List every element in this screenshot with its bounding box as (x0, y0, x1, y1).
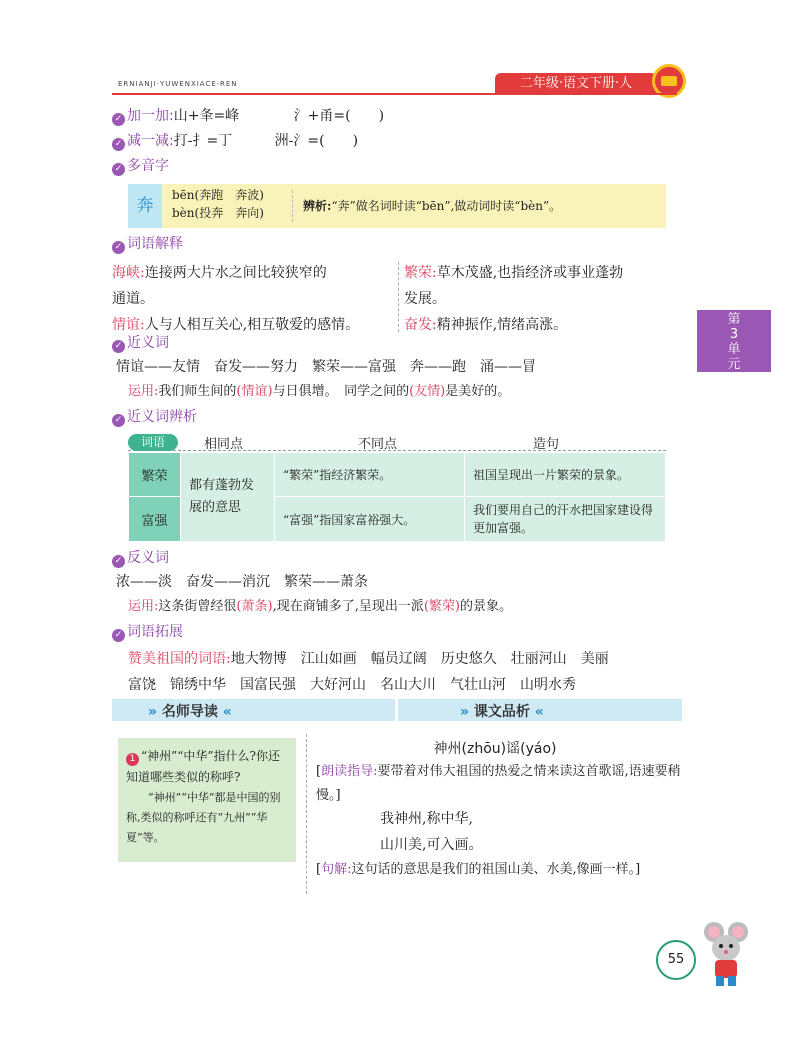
expand-line2: 富饶 锦绣中华 国富民强 大好河山 名山大川 气壮山河 山明水秀 (128, 677, 576, 693)
sub-row (112, 131, 358, 151)
poem-read-guide: [朗读指导:要带着对伟大祖国的热爱之情来读这首歌谣,语速要稍慢。] (316, 764, 681, 803)
term-fenfa: 奋发: (404, 317, 437, 333)
expand-words (128, 646, 609, 698)
reading-1: bēn(奔跑 奔波) (172, 188, 264, 202)
add-label: 加一加: (127, 108, 174, 124)
synonyms-title: 近义词 (127, 335, 169, 351)
col-word: 词语 (128, 434, 178, 451)
diff-fanrong: “繁荣”指经济繁荣。 (275, 453, 465, 497)
polyphone-analysis (303, 197, 561, 215)
syn-table-header (128, 433, 666, 451)
poem-title: 神州(zhōu)谣(yáo) (433, 741, 557, 757)
def-haixia-1: 连接两大片水之间比较狭窄的 (144, 265, 327, 281)
usage-c: ,现在商铺多了,呈现出一派 (272, 599, 424, 614)
sent-label: 句解: (321, 862, 352, 877)
synonyms-usage (128, 382, 510, 402)
guide-num: 1 (126, 753, 139, 766)
col-same: 相同点 (204, 437, 244, 452)
expand-heading (112, 622, 183, 642)
mouse-mascot-icon (702, 920, 750, 990)
unit-tab-1: 第 (727, 312, 741, 327)
header-rule (112, 93, 677, 95)
sent-fanrong: 祖国呈现出一片繁荣的景象。 (465, 453, 666, 497)
add-row (112, 106, 384, 126)
expand-label: 赞美祖国的词语: (128, 651, 231, 667)
explain-right (404, 260, 623, 338)
polyphone-char: 奔 (128, 184, 162, 228)
def-qingyi: 人与人相互关心,相互敬爱的感情。 (144, 317, 360, 333)
col-sent: 造句 (533, 437, 560, 452)
unit-tab-2: 3 (729, 327, 739, 342)
unit-tab (697, 310, 771, 372)
word-fanrong: 繁荣 (129, 453, 181, 497)
expand-title: 词语拓展 (127, 624, 183, 640)
reading-2: bèn(投奔 奔向) (172, 206, 264, 220)
polyphone-heading (112, 156, 169, 176)
read-text: 要带着对伟大祖国的热爱之情来读这首歌谣,语速要稍慢。 (316, 764, 681, 803)
sent-fuqiang: 我们要用自己的汗水把国家建设得更加富强。 (465, 497, 666, 542)
antonyms-usage (128, 597, 512, 617)
usage-e: 的景象。 (459, 599, 512, 614)
check-icon: ✓ (112, 241, 125, 254)
poem-line2: 山川美,可入画。 (380, 837, 483, 853)
header-pinyin: ERNIANJI·YUWENXIACE·REN (118, 80, 238, 88)
syn-analysis-heading (112, 407, 197, 427)
chevron-right-icon: » (148, 704, 158, 720)
usage-b: (萧条) (236, 599, 273, 614)
def-haixia-2: 通道。 (112, 291, 154, 307)
antonyms-list: 浓——淡 奋发——消沉 繁荣——萧条 (116, 574, 368, 590)
add-expr2: 氵+甬=( ) (293, 108, 385, 124)
banner-right-text: 课文品析 (473, 704, 530, 720)
banner-right-label (460, 701, 544, 721)
def-fenfa: 精神振作,情绪高涨。 (436, 317, 568, 333)
word-fuqiang: 富强 (129, 497, 181, 542)
polyphone-title: 多音字 (127, 158, 169, 174)
usage-d: (友情) (409, 384, 446, 399)
banner-left-label (148, 701, 232, 721)
expand-line1: 地大物博 江山如画 幅员辽阔 历史悠久 壮丽河山 美丽 (230, 651, 609, 667)
chevron-left-icon: « (534, 704, 544, 720)
def-fanrong-1: 草木茂盛,也指经济或事业蓬勃 (436, 265, 624, 281)
usage-d: (繁荣) (423, 599, 460, 614)
antonyms-heading (112, 548, 169, 568)
check-icon: ✓ (112, 414, 125, 427)
guide-answer: “神州”“中华”都是中国的别称,类似的称呼还有“九州”“华夏”等。 (126, 791, 281, 844)
usage-label: 运用: (128, 384, 159, 399)
usage-label: 运用: (128, 599, 159, 614)
guide-note (118, 738, 296, 862)
usage-c: 与日俱增。 同学之间的 (272, 384, 410, 399)
check-icon: ✓ (112, 629, 125, 642)
poem-lines (380, 806, 482, 858)
page-number: 55 (656, 940, 696, 980)
poem-sentence: [句解:这句话的意思是我们的祖国山美、水美,像画一样。] (316, 862, 641, 877)
same-point: 都有蓬勃发展的意思 (181, 453, 275, 542)
check-icon: ✓ (112, 138, 125, 151)
guide-divider (306, 734, 307, 894)
sub-label: 减一减: (127, 133, 174, 149)
check-icon: ✓ (112, 163, 125, 176)
analysis-text: “奔”做名词时读“bēn”,做动词时读“bèn”。 (331, 199, 562, 213)
poem-line1: 我神州,称中华, (380, 811, 473, 827)
check-icon: ✓ (112, 340, 125, 353)
add-expr1: 山+夆=峰 (173, 108, 240, 124)
sub-expr1: 打-扌=丁 (173, 133, 233, 149)
chevron-left-icon: « (222, 704, 232, 720)
term-qingyi: 情谊: (112, 317, 145, 333)
diff-fuqiang: “富强”指国家富裕强大。 (275, 497, 465, 542)
chevron-right-icon: » (460, 704, 470, 720)
banner-left-text: 名师导读 (161, 704, 218, 720)
syn-analysis-title: 近义词辨析 (127, 409, 197, 425)
check-icon: ✓ (112, 113, 125, 126)
book-title: 二年级·语文下册·人 (495, 73, 657, 95)
polyphone-readings (172, 186, 264, 222)
usage-a: 这条街曾经很 (158, 599, 237, 614)
unit-tab-3: 单 (727, 342, 741, 357)
unit-tab-4: 元 (727, 357, 741, 372)
sent-text: 这句话的意思是我们的祖国山美、水美,像画一样。 (351, 862, 636, 877)
guide-question: “神州”“中华”指什么?你还知道哪些类似的称呼? (126, 749, 280, 784)
term-haixia: 海峡: (112, 265, 145, 281)
explain-divider (398, 262, 399, 332)
check-icon: ✓ (112, 555, 125, 568)
explain-heading (112, 234, 183, 254)
polyphone-divider (292, 190, 293, 222)
usage-e: 是美好的。 (445, 384, 511, 399)
explain-title: 词语解释 (127, 236, 183, 252)
synonyms-list: 情谊——友情 奋发——努力 繁荣——富强 奔——跑 涌——冒 (116, 359, 536, 375)
synonyms-heading (112, 333, 169, 353)
usage-b: (情谊) (236, 384, 273, 399)
def-fanrong-2: 发展。 (404, 291, 446, 307)
col-diff: 不同点 (358, 437, 398, 452)
usage-a: 我们师生间的 (158, 384, 237, 399)
antonyms-title: 反义词 (127, 550, 169, 566)
explain-left (112, 260, 359, 338)
syn-table (128, 452, 666, 542)
term-fanrong: 繁荣: (404, 265, 437, 281)
sub-expr2: 洲-氵=( ) (274, 133, 359, 149)
analysis-label: 辨析: (303, 199, 332, 213)
read-label: 朗读指导: (321, 764, 378, 779)
